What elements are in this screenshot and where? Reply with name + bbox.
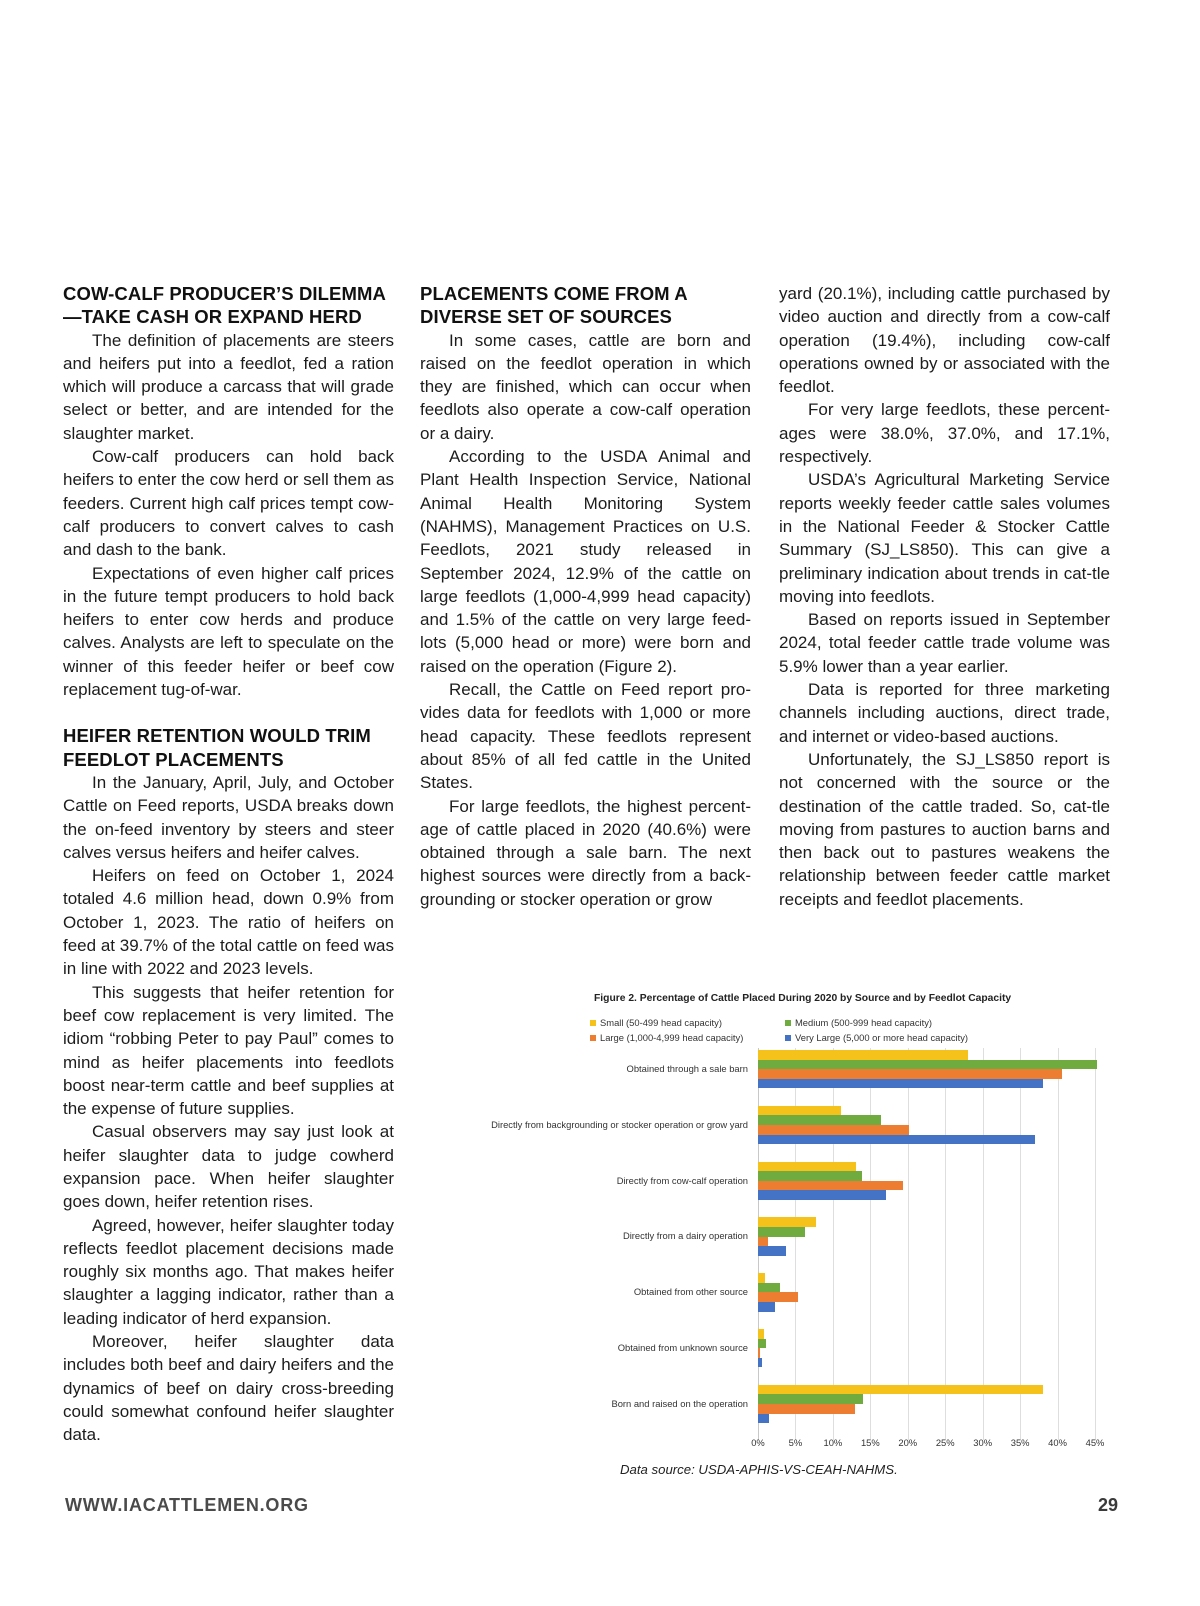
category-label: Born and raised on the operation <box>611 1397 748 1409</box>
paragraph: Heifers on feed on October 1, 2024 totaled 4.6 million head, down 0.9% from October 1, 2023. The ratio of heifers on feed at 39.7% of the total cattle on feed was in line with 2022 and 2023 levels. <box>63 866 394 979</box>
paragraph: Casual observers may say just look at heifer slaughter data to judge cowherd expansion pace. When heifer slaughter goes down, heifer retention rises. <box>63 1122 394 1212</box>
bar-group <box>758 1050 1095 1094</box>
article-column-middle <box>420 282 751 911</box>
footer-website-url: WWW.IACATTLEMEN.ORG <box>65 1495 309 1515</box>
x-axis-tick-label: 35% <box>1010 1437 1030 1448</box>
paragraph: Unfortunately, the SJ_LS850 report is not concerned with the source or the destination of the cattle traded. So, cat-tle moving from pastures to auction barns and then back out to pastures weakens the relationship between feeder cattle market receipts and feedlot placements. <box>779 749 1110 909</box>
x-axis-tick-label: 40% <box>1048 1437 1067 1448</box>
paragraph: Data is reported for three marketing channels including auctions, direct trade, and internet or video-based auctions. <box>779 680 1110 746</box>
paragraph: This suggests that heifer retention for beef cow replacement is very limited. The idiom “robbing Peter to pay Paul” comes to mind as heifer placements into feedlots boost near-term cattle and beef supplies at the expense of future supplies. <box>63 982 394 1119</box>
chart-title: Figure 2. Percentage of Cattle Placed During 2020 by Source and by Feedlot Capacity <box>594 993 1012 1004</box>
bar <box>758 1069 1062 1079</box>
bar-group <box>758 1217 1095 1261</box>
paragraph: In some cases, cattle are born and raised on the feedlot operation in which they are finished, which can occur when feedlots also operate a cow-calf operation or a dairy. <box>420 330 751 443</box>
bar <box>758 1339 766 1349</box>
chart-legend <box>590 1017 1060 1043</box>
page-number: 29 <box>1097 1495 1118 1515</box>
legend-item-medium: Medium (500-999 head capacity) <box>785 1017 1045 1028</box>
bar <box>758 1358 762 1368</box>
bar <box>758 1329 764 1339</box>
bar <box>758 1181 903 1191</box>
bar <box>758 1273 765 1283</box>
bar <box>758 1060 1097 1070</box>
legend-item-large: Large (1,000-4,999 head capacity) <box>590 1032 785 1043</box>
paragraph: Moreover, heifer slaughter data includes both beef and dairy heifers and the dynamics of beef on dairy cross-breeding could somewhat confound heifer slaughter data. <box>63 1332 394 1445</box>
bar <box>758 1162 856 1172</box>
bar <box>758 1079 1043 1089</box>
bar <box>758 1135 1035 1145</box>
article-column-left <box>63 282 394 1447</box>
category-label: Directly from cow-calf operation <box>616 1174 748 1186</box>
paragraph: Recall, the Cattle on Feed report pro-vides data for feedlots with 1,000 or more head capacity. These feedlots represent about 85% of all fed cattle in the United States. <box>420 680 751 793</box>
x-axis-tick-label: 30% <box>973 1437 993 1448</box>
paragraph: Based on reports issued in September 2024, total feeder cattle trade volume was 5.9% lower than a year earlier. <box>779 610 1110 676</box>
legend-swatch-icon <box>590 1020 596 1026</box>
x-axis-ticks <box>751 1437 1105 1451</box>
bar-group <box>758 1106 1095 1150</box>
gridline <box>1095 1048 1096 1440</box>
bar <box>758 1348 760 1358</box>
bar <box>758 1217 816 1227</box>
bar-group <box>758 1162 1095 1206</box>
legend-item-very-large: Very Large (5,000 or more head capacity) <box>785 1032 1045 1043</box>
bar <box>758 1292 798 1302</box>
legend-swatch-icon <box>785 1035 791 1041</box>
section-heading-heifer-retention: HEIFER RETENTION WOULD TRIM FEEDLOT PLACEMENTS <box>63 725 371 770</box>
category-label: Obtained from unknown source <box>617 1342 748 1353</box>
x-axis-tick-label: 20% <box>898 1437 918 1448</box>
paragraph: In the January, April, July, and October Cattle on Feed reports, USDA breaks down the on-feed inventory by steers and steer calves versus heifers and heifer calves. <box>63 772 394 862</box>
paragraph: For very large feedlots, these percent-ages were 38.0%, 37.0%, and 17.1%, respectively. <box>779 400 1110 467</box>
bar <box>758 1227 805 1237</box>
bar-group <box>758 1329 1095 1373</box>
paragraph: For large feedlots, the highest percent-age of cattle placed in 2020 (40.6%) were obtained through a sale barn. The next highest sources were directly from a back-grounding or stocker operation or grow <box>420 796 751 909</box>
x-axis-tick-label: 5% <box>788 1437 803 1448</box>
category-label: Directly from backgrounding or stocker operation or grow yard <box>491 1118 748 1130</box>
paragraph: According to the USDA Animal and Plant Health Inspection Service, National Animal Health Monitoring System (NAHMS), Management Practices on U.S. Feedlots, 2021 study released in September 2024, 12.9% of the cattle on large feedlots (1,000-4,999 head capacity) and 1.5% of the cattle on very large feed-lots (5,000 head or more) were born and raised on the operation (Figure 2). <box>420 447 751 676</box>
category-label: Obtained through a sale barn <box>626 1063 748 1074</box>
paragraph: Expectations of even higher calf prices in the future tempt producers to hold back heifers to enter cow herds and produce calves. Analysts are left to speculate on the winner of this feeder heifer or beef cow replacement tug-of-war. <box>63 563 394 700</box>
category-label: Directly from a dairy operation <box>622 1230 748 1242</box>
paragraph: The definition of placements are steers and heifers put into a feedlot, fed a ration which will produce a carcass that will grade select or better, and are intended for the slaughter market. <box>63 330 394 443</box>
legend-swatch-icon <box>590 1035 596 1041</box>
bar <box>758 1302 775 1312</box>
article-column-right <box>779 282 1110 911</box>
category-label: Obtained from other source <box>633 1286 748 1298</box>
paragraph: Agreed, however, heifer slaughter today reflects feedlot placement decisions made roughly six months ago. That makes heifer slaughter a lagging indicator, rather than a leading indicator of herd expansion. <box>63 1215 394 1328</box>
legend-item-small: Small (50-499 head capacity) <box>590 1017 785 1028</box>
x-axis-tick-label: 10% <box>823 1437 843 1448</box>
x-axis-tick-label: 25% <box>935 1437 955 1448</box>
bar <box>758 1106 841 1116</box>
section-heading-cow-calf-dilemma: COW-CALF PRODUCER’S DILEMMA—TAKE CASH OR EXPAND HERD <box>63 283 386 328</box>
figure-2-bar-chart <box>440 990 1120 1470</box>
section-heading-placements-sources: PLACEMENTS COME FROM A DIVERSE SET OF SOURCES <box>420 283 688 328</box>
bar <box>758 1237 768 1247</box>
bar-group <box>758 1385 1095 1429</box>
bar <box>758 1283 780 1293</box>
bar-group <box>758 1273 1095 1317</box>
bar <box>758 1125 909 1135</box>
paragraph: USDA’s Agricultural Marketing Service reports weekly feeder cattle sales volumes in the National Feeder & Stocker Cattle Summary (SJ_LS850). This can give a preliminary indication about trends in cat-tle moving into feedlots. <box>779 470 1110 606</box>
bar <box>758 1171 862 1181</box>
bar <box>758 1385 1043 1395</box>
paragraph: yard (20.1%), including cattle purchased by video auction and directly from a cow-calf operation (19.4%), including cow-calf operations owned by or associated with the feedlot. <box>779 284 1110 397</box>
x-axis-tick-label: 0% <box>751 1437 765 1448</box>
x-axis-tick-label: 45% <box>1085 1437 1105 1448</box>
legend-swatch-icon <box>785 1020 791 1026</box>
bar <box>758 1246 786 1256</box>
bar <box>758 1190 886 1200</box>
x-axis-tick-label: 15% <box>860 1437 880 1448</box>
bar <box>758 1394 863 1404</box>
bar <box>758 1050 968 1060</box>
chart-plot-area <box>758 1048 1095 1440</box>
paragraph: Cow-calf producers can hold back heifers to enter the cow herd or sell them as feeders. Current high calf prices tempt cow-calf producers to convert calves to cash and dash to the bank. <box>63 447 394 560</box>
bar <box>758 1404 855 1414</box>
bar <box>758 1414 769 1424</box>
data-source-note: Data source: USDA-APHIS-VS-CEAH-NAHMS. <box>620 1462 898 1477</box>
bar <box>758 1115 881 1125</box>
